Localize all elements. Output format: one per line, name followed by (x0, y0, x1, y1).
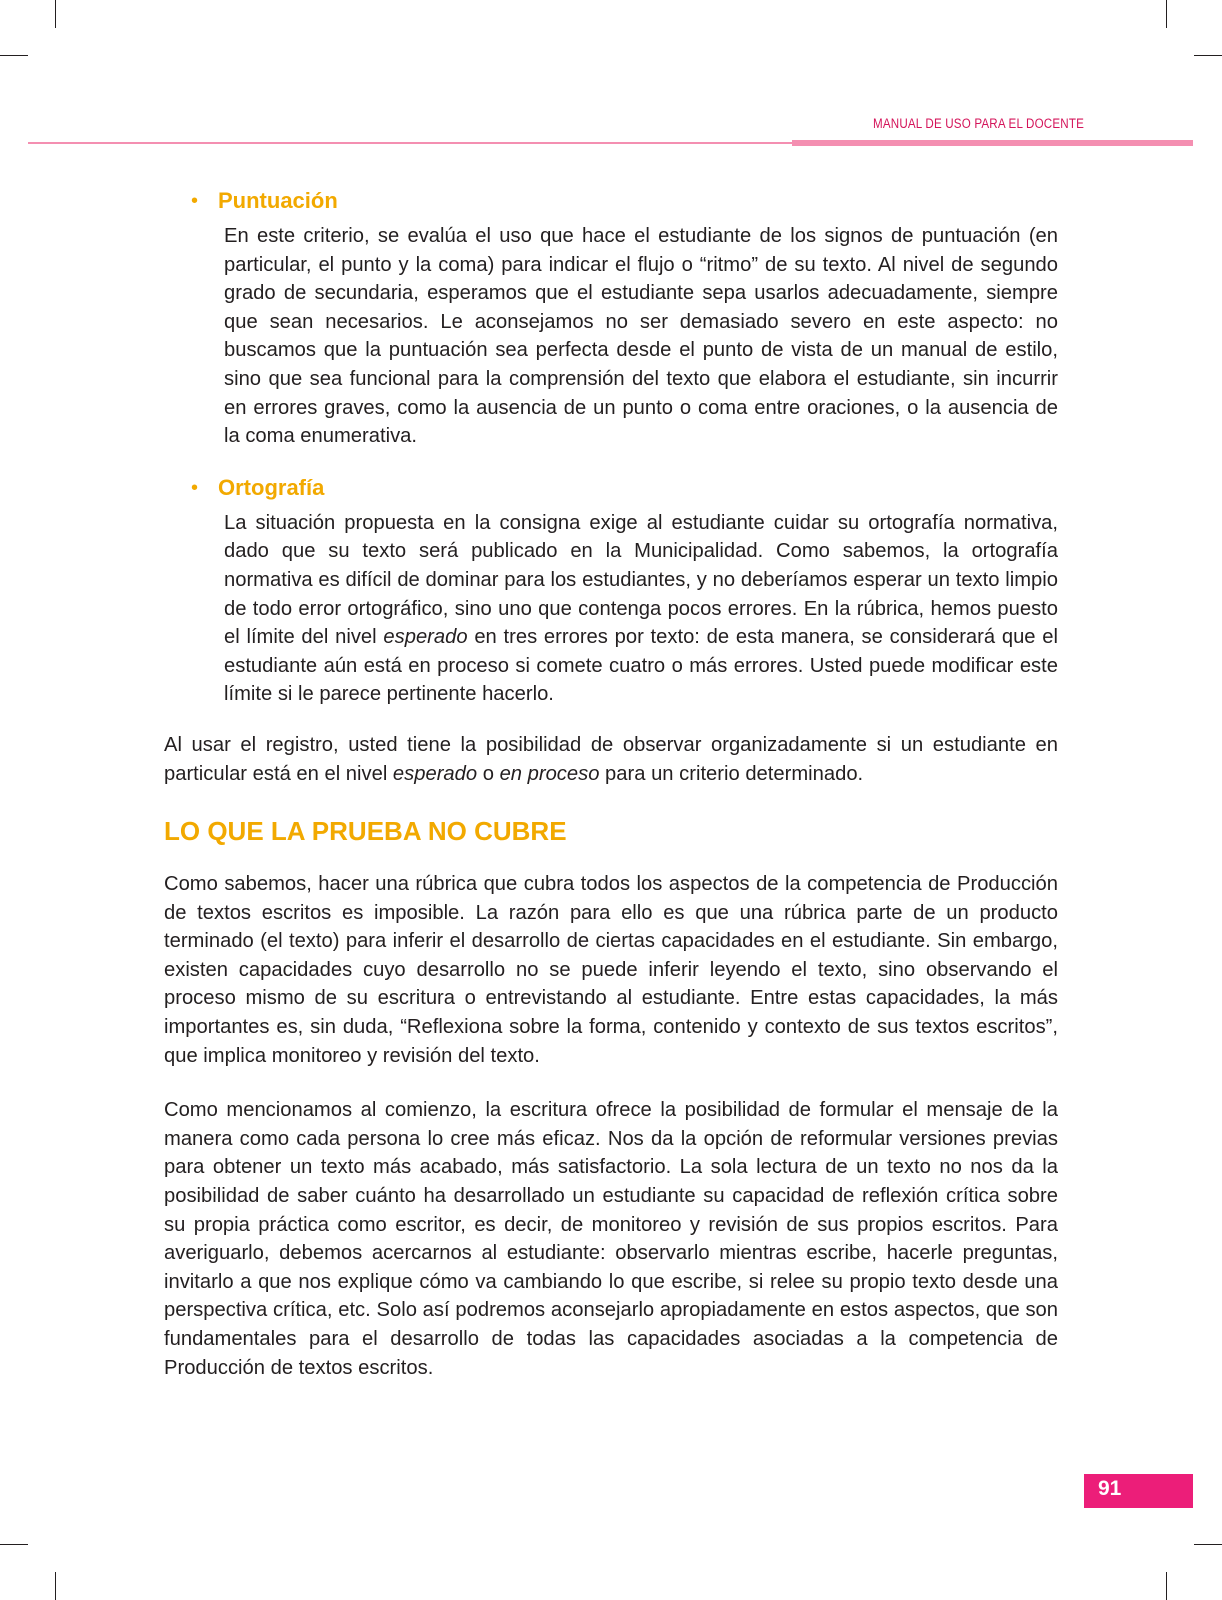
page-number-tab (1084, 1474, 1193, 1508)
criterion-heading-puntuacion (164, 186, 1058, 216)
bullet-icon: • (191, 476, 199, 499)
crop-mark-bottom-right-v (1166, 1572, 1167, 1600)
header-accent-bar (792, 140, 1193, 146)
text-run: La situación propuesta en la consigna exige al estudiante cuidar su ortografía normativa, dado que su texto será publicado en la Municipalidad. Como sabemos, la ortografía normativa es difícil de dominar para los estudiantes, y no deberíamos esperar un texto limpio de todo error ortográfico, sino uno que contenga pocos errores. En la rúbrica, hemos puesto el límite del nivel (224, 511, 1058, 649)
criterion-text-ortografia (224, 509, 1058, 709)
crop-mark-top-left-h (0, 55, 28, 56)
running-header: MANUAL DE USO PARA EL DOCENTE (873, 116, 1085, 131)
italic-term: esperado (383, 626, 468, 649)
crop-mark-top-right-v (1166, 0, 1167, 28)
section-title: LO QUE LA PRUEBA NO CUBRE (164, 816, 567, 847)
text-run: en tres errores por texto: de esta manera, se considerará que el estudiante aún está en proceso si comete cuatro o más errores. Usted puede modificar este límite si le parece pertinente hacerlo. (224, 626, 1058, 706)
crop-mark-top-right-h (1194, 55, 1222, 56)
section-paragraph-2: Como mencionamos al comienzo, la escritura ofrece la posibilidad de formular el mensaje de la manera como cada persona lo cree más eficaz. Nos da la opción de reformular versiones previas para obtener un texto más acabado, más satisfactorio. La sola lectura de un texto no nos da la posibilidad de saber cuánto ha desarrollado un estudiante su capacidad de reflexión crítica sobre su propia práctica como escritor, es decir, de monitoreo y revisión de sus propios escritos. Para averiguarlo, debemos acercarnos al estudiante: observarlo mientras escribe, hacerle preguntas, invitarlo a que nos explique cómo va cambiando lo que escribe, si relee su propio texto desde una perspectiva crítica, etc. Solo así podremos aconsejarlo apropiadamente en estos aspectos, que son fundamentales para el desarrollo de todas las capacidades asociadas a la competencia de Producción de textos escritos. (164, 1099, 1058, 1379)
crop-mark-bottom-left-h (0, 1544, 28, 1545)
crop-mark-top-left-v (55, 0, 56, 28)
text-run: para un criterio determinado. (599, 762, 864, 785)
registro-paragraph (164, 731, 1058, 788)
criterion-title: Puntuación (218, 188, 338, 213)
page-number: 91 (1098, 1477, 1122, 1500)
crop-mark-bottom-right-h (1194, 1544, 1222, 1545)
criterion-title: Ortografía (218, 474, 325, 500)
crop-mark-bottom-left-v (55, 1572, 56, 1600)
italic-term: esperado (392, 762, 478, 785)
page-content (164, 186, 1058, 1382)
text-run: Al usar el registro, usted tiene la posibilidad de observar organizadamente si un estudiante en particular está en el nivel (164, 733, 1058, 785)
criterion-heading-ortografia (164, 473, 1058, 503)
bullet-icon: • (191, 190, 199, 212)
criterion-text-puntuacion: En este criterio, se evalúa el uso que hace el estudiante de los signos de puntuación (en particular, el punto y la coma) para indicar el flujo o “ritmo” de su texto. Al nivel de segundo grado de secundaria, esperamos que el estudiante sepa usarlos adecuadamente, siempre que sean necesarios. Le aconsejamos no ser demasiado severo en este aspecto: no buscamos que la puntuación sea perfecta desde el punto de vista de un manual de estilo, sino que sea funcional para la comprensión del texto que elabora el estudiante, sin incurrir en errores graves, como la ausencia de un punto o coma entre oraciones, o la ausencia de la coma enumerativa. (224, 225, 1058, 448)
text-run: o (477, 762, 500, 785)
section-paragraph-1: Como sabemos, hacer una rúbrica que cubra todos los aspectos de la competencia de Producción de textos escritos es imposible. La razón para ello es que una rúbrica parte de un producto terminado (el texto) para inferir el desarrollo de ciertas capacidades en el estudiante. Sin embargo, existen capacidades cuyo desarrollo no se puede inferir leyendo el texto, sino observando el proceso mismo de su escritura o entrevistando al estudiante. Entre estas capacidades, la más importantes es, sin duda, “Reflexiona sobre la forma, contenido y contexto de sus textos escritos”, que implica monitoreo y revisión del texto. (164, 873, 1058, 1067)
italic-term: en proceso (499, 762, 600, 785)
